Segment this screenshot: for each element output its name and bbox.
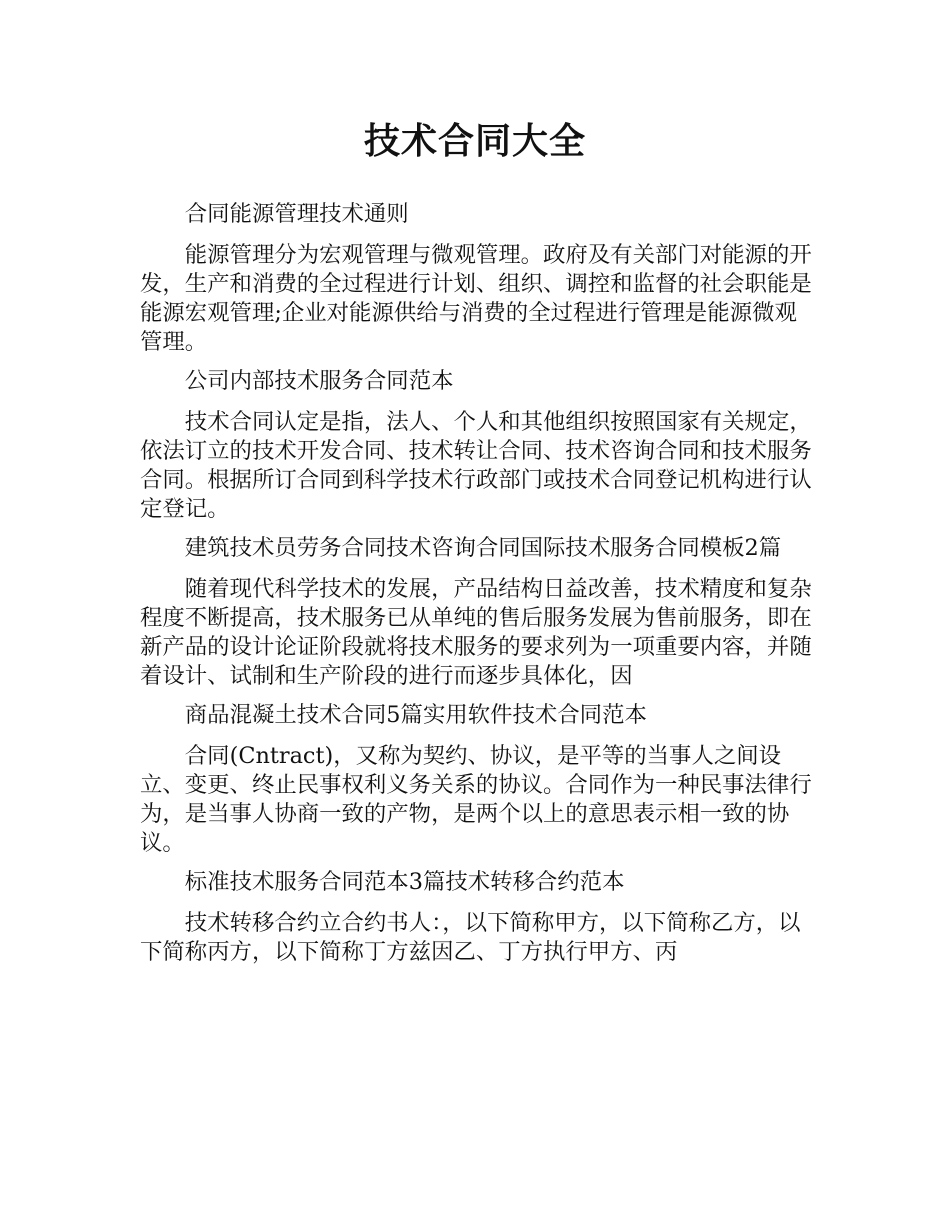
section-heading-energy: 合同能源管理技术通则 — [184, 201, 409, 227]
paragraph-technical-service: 随着现代科学技术的发展，产品结构日益改善，技术精度和复杂程度不断提高，技术服务已从单纯的售后服务发展为售前服务，即在新产品的设计论证阶段就将技术服务的要求列为一项重要内容，并随着设计、试制和生产阶段的进行而逐步具体化，因 — [140, 576, 812, 689]
document-title: 技术合同大全 — [363, 121, 586, 162]
paragraph-contract-certification: 技术合同认定是指，法人、个人和其他组织按照国家有关规定，依法订立的技术开发合同、技术转让合同、技术咨询合同和技术服务合同。根据所订合同到科学技术行政部门或技术合同登记机构进行认定登记。 — [140, 409, 812, 522]
paragraph-energy-management: 能源管理分为宏观管理与微观管理。政府及有关部门对能源的开发，生产和消费的全过程进行计划、组织、调控和监督的社会职能是能源宏观管理;企业对能源供给与消费的全过程进行管理是能源微观管理。 — [140, 242, 812, 355]
paragraph-technology-transfer: 技术转移合约立合约书人：，以下简称甲方，以下简称乙方，以下简称丙方，以下简称丁方兹因乙、丁方执行甲方、丙 — [140, 910, 801, 965]
section-heading-construction: 建筑技术员劳务合同技术咨询合同国际技术服务合同模板2篇 — [184, 535, 782, 561]
section-heading-internal-service: 公司内部技术服务合同范本 — [184, 368, 454, 394]
section-heading-concrete: 商品混凝土技术合同5篇实用软件技术合同范本 — [184, 702, 647, 728]
paragraph-contract-definition: 合同(Cntract)，又称为契约、协议，是平等的当事人之间设立、变更、终止民事权利义务关系的协议。合同作为一种民事法律行为，是当事人协商一致的产物，是两个以上的意思表示相一致的协议。 — [140, 743, 812, 856]
document-body — [140, 200, 812, 977]
section-heading-standard-service: 标准技术服务合同范本3篇技术转移合约范本 — [184, 869, 625, 895]
